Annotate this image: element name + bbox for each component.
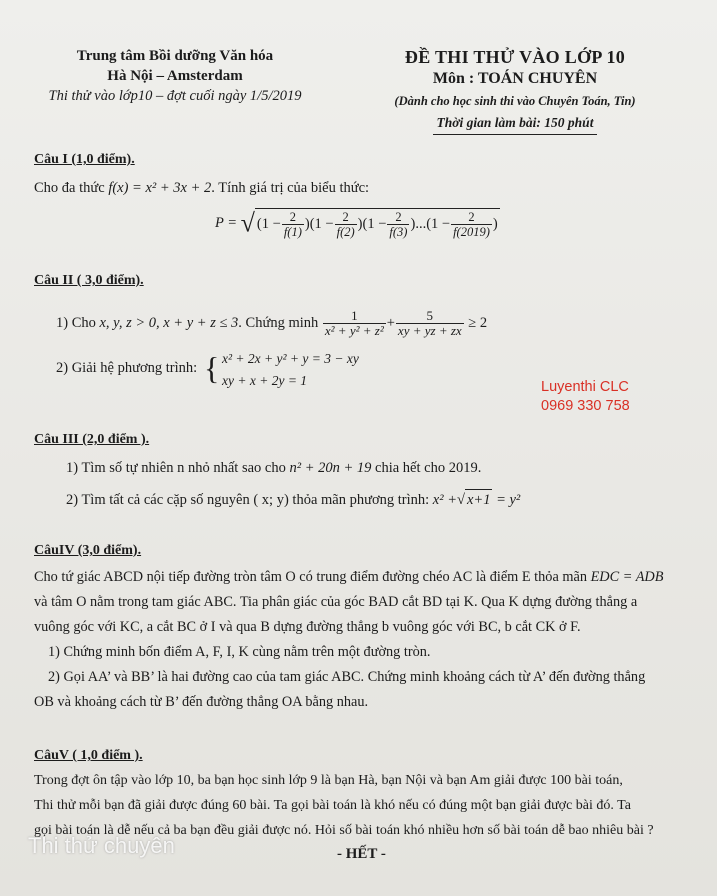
q2-p1-cond: x, y, z > 0, x + y + z ≤ 3 [99,315,239,331]
q5-line-3: gọi bài toán là dễ nếu cả ba bạn đều giải được nó. Hỏi số bài toán khó nhiều hơn số bài toán dễ bao nhiêu bài ? [34,823,654,838]
q2-part2-label: 2) Giải hệ phương trình: [56,360,198,376]
q5-line-2: Thi thử mỗi bạn đã giải được đúng 60 bài. Ta gọi bài toán là khó nếu có đúng một bạn giải được bài đó. Ta [34,798,631,813]
q3-title: Câu III (2,0 điểm ). [34,432,150,447]
q1-radicand: (1 − $\frac{2}{f(1)}$ )(1 − $\frac{2}{f(2)}$ )(1 − $\frac{2}{f(3)}$ )...(1 − $\frac{2}{f(2019)}$ ) [255,208,500,239]
q2-title: Câu II ( 3,0 điểm). [34,273,144,288]
watermark-overlay: Thi thử chuyên [28,833,175,858]
sqrt-icon: √ [457,492,465,508]
q5-title: CâuV ( 1,0 điểm ). [34,748,143,763]
q4-line-4: 1) Chứng minh bốn điểm A, F, I, K cùng nằm trên một đường tròn. [48,644,431,660]
q2-p1-frac-2: $\frac{5}{xy + yz + zx}$ [397,308,462,339]
sqrt-icon: √ [240,208,255,238]
org-name: Trung tâm Bồi dưỡng Văn hóa [76,48,274,64]
q3-part1: 1) Tìm số tự nhiên n nhỏ nhất sao cho n² + 20n + 19 chia hết cho 2019. [66,460,482,476]
q1-frac-2: $\frac{2}{f(2)}$ [336,210,355,240]
q1-ask: . Tính giá trị của biểu thức: [211,180,370,196]
q3-part2: 2) Tìm tất cả các cặp số nguyên ( x; y) thỏa mãn phương trình: x² +√ x+1 = y² [66,489,520,510]
exam-audience: (Dành cho học sinh thi vào Chuyên Toán, Tin) [394,94,636,108]
q1-expression [215,208,500,239]
watermark-contact [541,378,630,416]
q4-line-1: Cho tứ giác ABCD nội tiếp đường tròn tâm O có trung điểm đường chéo AC là điểm E thỏa mãn EDC = ADB [34,569,664,585]
watermark-line-2: 0969 330 758 [541,398,630,414]
org-place: Hà Nội – Amsterdam [107,68,243,84]
end-marker: - HẾT - [337,846,386,862]
q4-title: CâuIV (3,0 điểm). [34,543,142,558]
q4-line-2: và tâm O nằm trong tam giác ABC. Tia phân giác của góc BAD cắt BD tại K. Qua K dựng đường thẳng a [34,594,638,610]
q4-line-5: 2) Gọi AA’ và BB’ là hai đường cao của tam giác ABC. Chứng minh khoảng cách từ A’ đến đường thẳng [48,669,646,685]
q5-line-1: Trong đợt ôn tập vào lớp 10, ba bạn học sinh lớp 9 là bạn Hà, bạn Nội và bạn Am giải được 100 bài toán, [34,773,623,788]
q1-frac-3: $\frac{2}{f(3)}$ [389,210,408,240]
q3-p1-expr: n² + 20n + 19 [289,460,372,476]
exam-duration: Thời gian làm bài: 150 phút [433,112,598,135]
q1-poly: f(x) = x² + 3x + 2 [108,180,212,196]
q1-term-open: (1 − [256,216,281,233]
q1-intro-line [34,178,369,198]
exam-session: Thi thử vào lớp10 – đợt cuối ngày 1/5/2019 [48,88,302,104]
q1-intro: Cho đa thức [34,180,105,196]
q2-system [222,348,359,392]
q2-p1-prove: . Chứng minh [238,315,319,331]
q1-title: Câu I (1,0 điểm). [34,152,135,167]
q4-body [34,565,694,715]
brace-icon: { [204,350,220,386]
q5-body [34,768,694,843]
q1-frac-1: $\frac{2}{f(1)}$ [283,210,302,240]
exam-title: ĐỀ THI THỬ VÀO LỚP 10 [404,47,626,67]
q2-eq2: xy + x + 2y = 1 [222,373,308,388]
q2-p1-frac-1: $\frac{1}{\text{x² + y² + z²}}$ [324,308,384,339]
q2-p1-label: 1) Cho [56,315,96,331]
q2-eq1: x² + 2x + y² + y = 3 − xy [222,351,359,366]
header-right [360,46,670,135]
q2-p1-rhs: ≥ 2 [468,315,488,331]
exam-subject: Môn : TOÁN CHUYÊN [432,70,598,87]
watermark-line-1: Luyenthi CLC [541,379,629,395]
header-left [30,46,320,106]
q4-line-3: vuông góc với KC, a cắt BC ở I và qua B dựng đường thẳng b vuông góc với BC, b cắt CK ở F. [34,619,581,635]
q4-line-6: OB và khoảng cách từ B’ đến đường thẳng OA bằng nhau. [34,694,369,710]
q2-part1: 1) Cho x, y, z > 0, x + y + z ≤ 3. Chứng minh $\frac{1}{\text{x² + y² + z²}}$ + $\frac{5}{xy + yz + zx}$ ≥ 2 [56,308,488,339]
q1-frac-2019: $\frac{2}{f(2019)}$ [453,210,490,240]
q1-lhs: P = [215,215,238,231]
